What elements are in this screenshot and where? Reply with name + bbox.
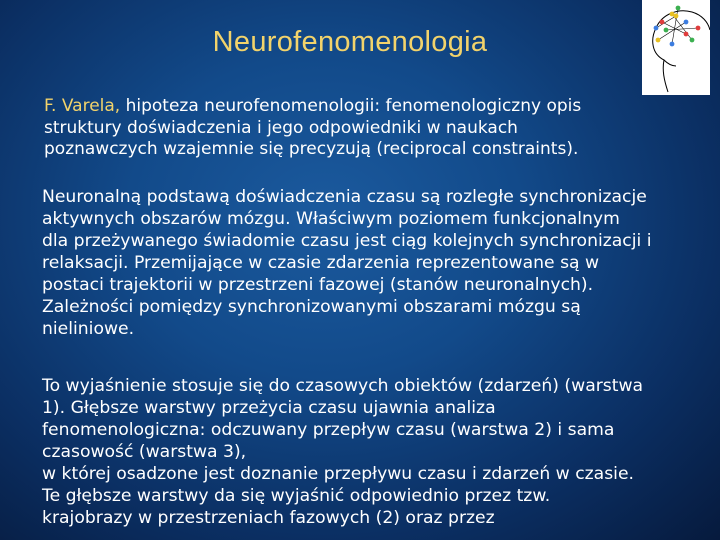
paragraph-line: postaci trajektorii w przestrzeni fazowej (stanów neuronalnych). (42, 275, 594, 295)
paragraph-line: To wyjaśnienie stosuje się do czasowych obiektów (zdarzeń) (warstwa (42, 376, 644, 396)
paragraph-line: fenomenologiczna: odczuwany przepływ czasu (warstwa 2) i sama (42, 420, 615, 440)
paragraph-line: nieliniowe. (42, 319, 135, 339)
slide-title: Neurofenomenologia (212, 26, 488, 58)
paragraph-line: czasowość (warstwa 3), (42, 442, 247, 462)
paragraph-line: dla przeżywanego świadomie czasu jest ciąg kolejnych synchronizacji i (42, 231, 652, 251)
paragraph-varela (44, 96, 654, 161)
paragraph-line: w której osadzone jest doznanie przepływu czasu i zdarzeń w czasie. (42, 464, 634, 484)
paragraph-line: relaksacji. Przemijające w czasie zdarzenia reprezentowane są w (42, 253, 600, 273)
paragraph-neuronal-basis (42, 186, 702, 340)
paragraph-layers (42, 375, 702, 529)
paragraph-line: aktywnych obszarów mózgu. Właściwym poziomem funkcjonalnym (42, 209, 620, 229)
paragraph-line: Zależności pomiędzy synchronizowanymi obszarami mózgu są (42, 297, 581, 317)
paragraph-line: poznawczych wzajemnie się precyzują (reciprocal constraints). (44, 139, 579, 159)
paragraph-line: F. Varela, hipoteza neurofenomenologii: fenomenologiczny opis (44, 96, 582, 116)
paragraph-line: krajobrazy w przestrzeniach fazowych (2) oraz przez (42, 508, 495, 528)
paragraph-line: 1). Głębsze warstwy przeżycia czasu ujawnia analiza (42, 398, 496, 418)
paragraph-line: struktury doświadczenia i jego odpowiedniki w naukach (44, 117, 518, 138)
paragraph-line: Te głębsze warstwy da się wyjaśnić odpowiednio przez tzw. (42, 486, 551, 506)
head-network-icon (642, 0, 710, 95)
author-name: F. Varela, (44, 96, 121, 116)
paragraph-line: Neuronalną podstawą doświadczenia czasu są rozległe synchronizacje (42, 187, 647, 207)
